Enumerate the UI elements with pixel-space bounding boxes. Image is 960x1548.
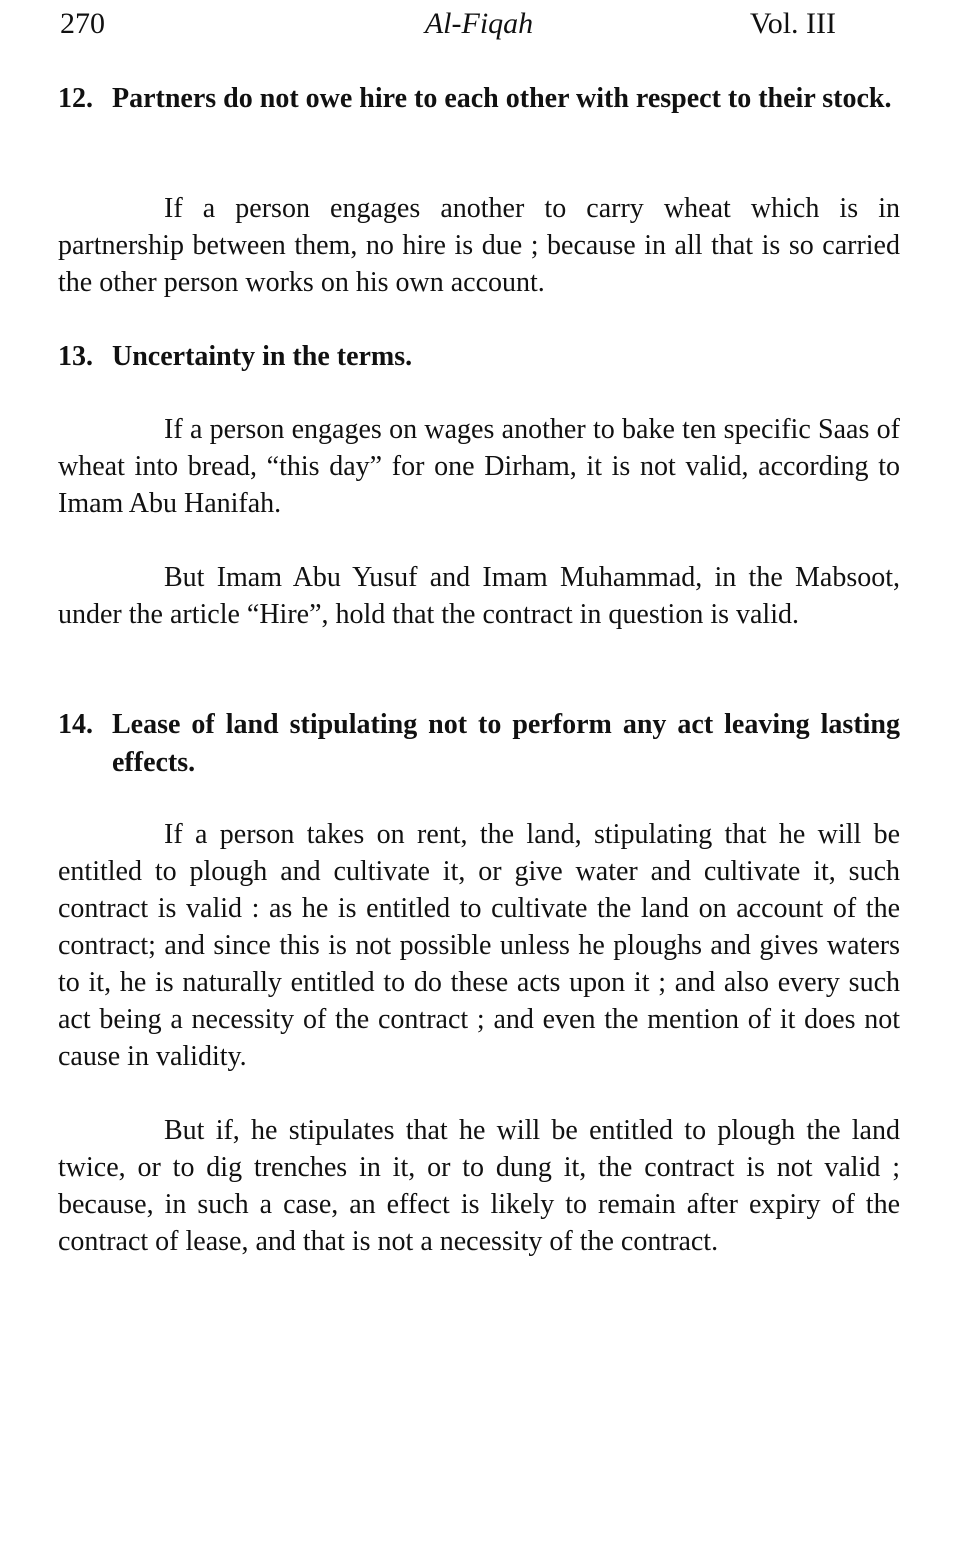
- section-heading-13: [58, 338, 900, 376]
- paragraph: If a person engages on wages another to bake ten specific Saas of wheat into bread, “this day” for one Dirham, it is not valid, according to Imam Abu Hanifah.: [58, 414, 900, 519]
- section-number: 13.: [58, 341, 93, 372]
- section-number: 14.: [58, 709, 93, 740]
- running-header: [58, 6, 900, 46]
- section-heading-text: Uncertainty in the terms.: [112, 341, 413, 372]
- paragraph: If a person engages another to carry wheat which is in partnership between them, no hire is due ; because in all that is so carried the other person works on his own account.: [58, 193, 900, 298]
- section-heading-14: [58, 706, 900, 782]
- book-title: Al-Fiqah: [424, 7, 534, 40]
- page-number: 270: [60, 7, 105, 40]
- section-number: 12.: [58, 83, 93, 114]
- book-page: [58, 0, 900, 1548]
- paragraph: But Imam Abu Yusuf and Imam Muhammad, in the Mabsoot, under the article “Hire”, hold that the contract in question is valid.: [58, 562, 900, 630]
- paragraph: If a person takes on rent, the land, stipulating that he will be entitled to plough and cultivate it, or give water and cultivate it, such contract is valid : as he is entitled to cultivate the land on account of the contract; and since this is not possible unless he ploughs and gives waters to it, he is naturally entitled to do these acts upon it ; and also every such act being a necessity of the contract ; and even the mention of it does not cause in validity.: [58, 819, 900, 1072]
- section-heading-text: Lease of land stipulating not to perform any act leaving lasting effects.: [112, 709, 900, 778]
- paragraph: But if, he stipulates that he will be entitled to plough the land twice, or to dig trenches in it, or to dung it, the contract is not valid ; because, in such a case, an effect is likely to remain after expiry of the contract of lease, and that is not a necessity of the contract.: [58, 1115, 900, 1257]
- section-heading-12: [58, 80, 900, 118]
- volume-label: Vol. III: [749, 7, 836, 40]
- section-heading-text: Partners do not owe hire to each other with respect to their stock.: [112, 83, 892, 114]
